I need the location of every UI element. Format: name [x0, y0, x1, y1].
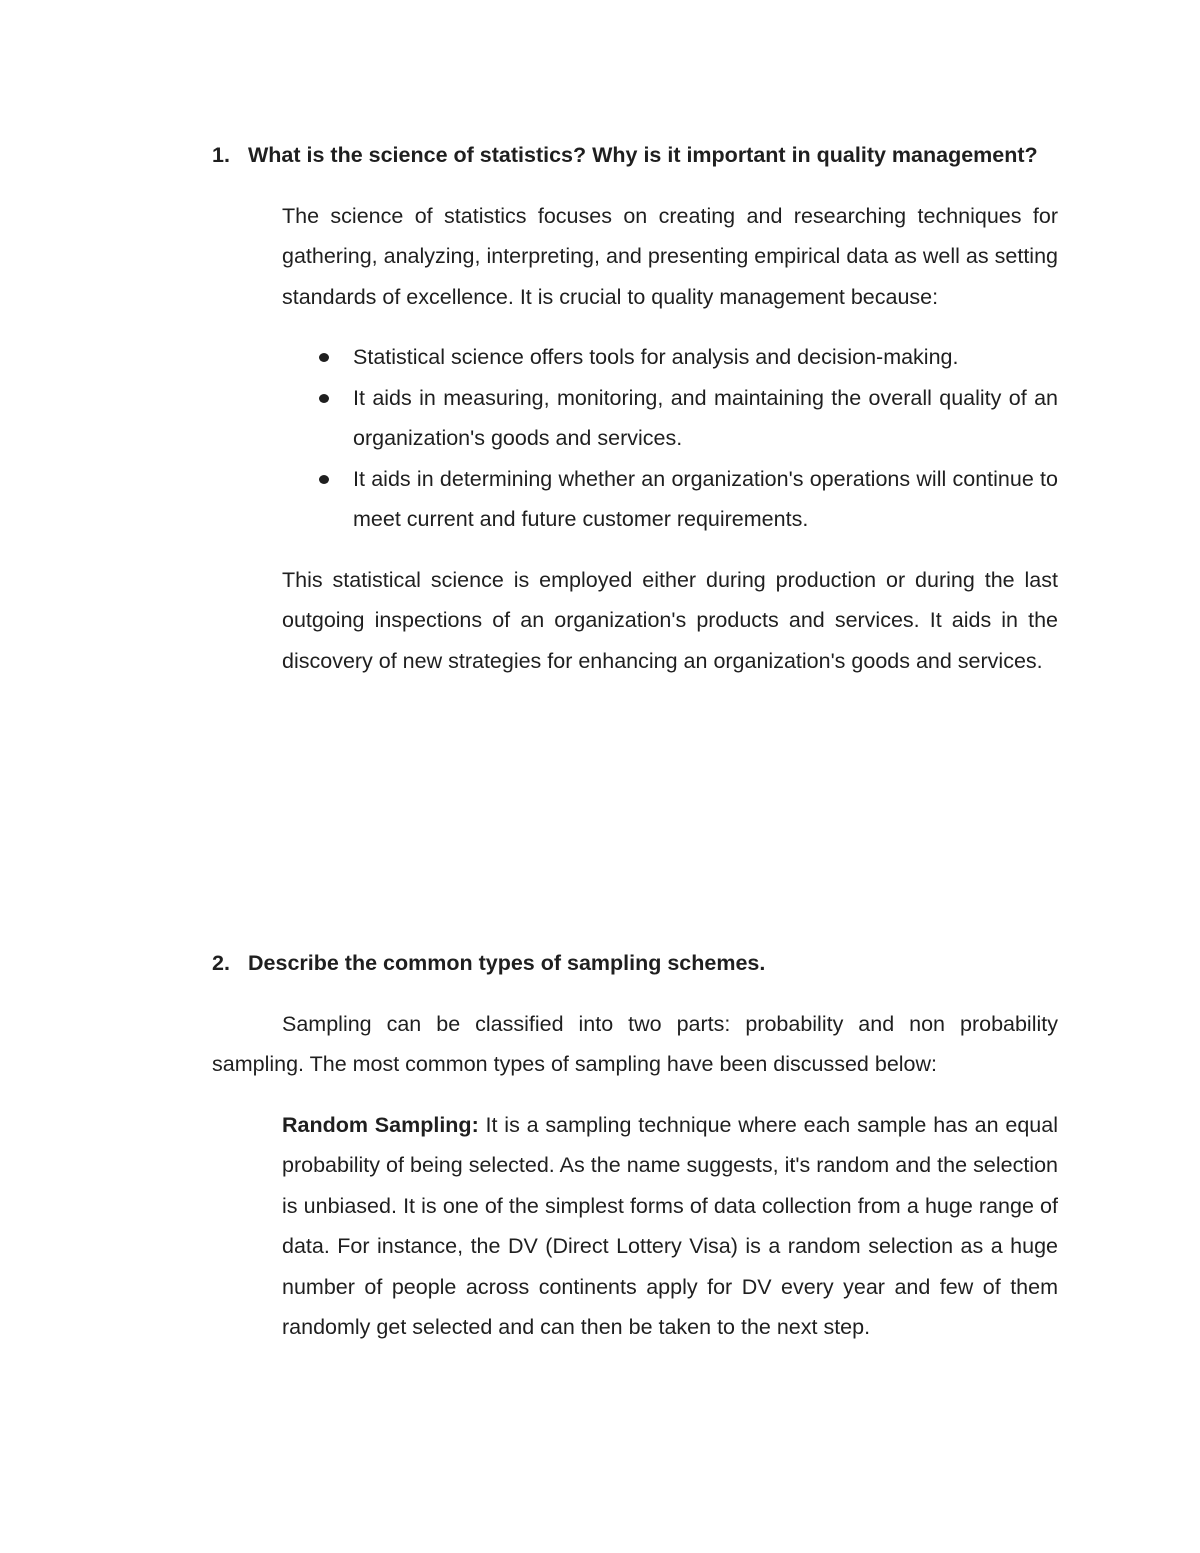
- random-sampling-label: Random Sampling:: [282, 1112, 479, 1137]
- question-1: [212, 135, 1058, 681]
- random-sampling-paragraph: [282, 1105, 1058, 1348]
- question-1-title: What is the science of statistics? Why is it important in quality management?: [248, 143, 1038, 167]
- bullet-icon: [319, 394, 329, 403]
- bullet-item: [318, 337, 1058, 378]
- bullet-text: It aids in measuring, monitoring, and maintaining the overall quality of an organization's goods and services.: [353, 385, 1058, 450]
- question-2-number: 2.: [212, 951, 230, 975]
- question-1-closing: This statistical science is employed either during production or during the last outgoing inspections of an organization's products and services. It aids in the discovery of new strategies for enhancing an organization's goods and services.: [282, 567, 1058, 673]
- random-sampling-text: It is a sampling technique where each sample has an equal probability of being selected. As the name suggests, it's random and the selection is unbiased. It is one of the simplest forms of data collection from a huge range of data. For instance, the DV (Direct Lottery Visa) is a random selection as a huge number of people across continents apply for DV every year and few of them randomly get selected and can then be taken to the next step.: [282, 1112, 1058, 1339]
- question-2-title: Describe the common types of sampling schemes.: [248, 951, 766, 975]
- question-1-bullet-list: [318, 337, 1058, 540]
- bullet-icon: [319, 353, 329, 362]
- question-2-heading: [212, 943, 1058, 984]
- question-1-intro: The science of statistics focuses on creating and researching techniques for gathering, analyzing, interpreting, and presenting empirical data as well as setting standards of excellence. It is crucial to quality management because:: [282, 203, 1058, 309]
- bullet-text: Statistical science offers tools for analysis and decision-making.: [353, 345, 959, 369]
- bullet-item: [318, 378, 1058, 459]
- question-2-intro: Sampling can be classified into two parts: probability and non probability sampling. The most common types of sampling have been discussed below:: [212, 1011, 1058, 1076]
- bullet-text: It aids in determining whether an organization's operations will continue to meet current and future customer requirements.: [353, 466, 1058, 531]
- question-1-number: 1.: [212, 143, 230, 167]
- question-2: [212, 943, 1058, 1348]
- bullet-icon: [319, 475, 329, 484]
- bullet-item: [318, 459, 1058, 540]
- question-1-heading: [212, 135, 1058, 176]
